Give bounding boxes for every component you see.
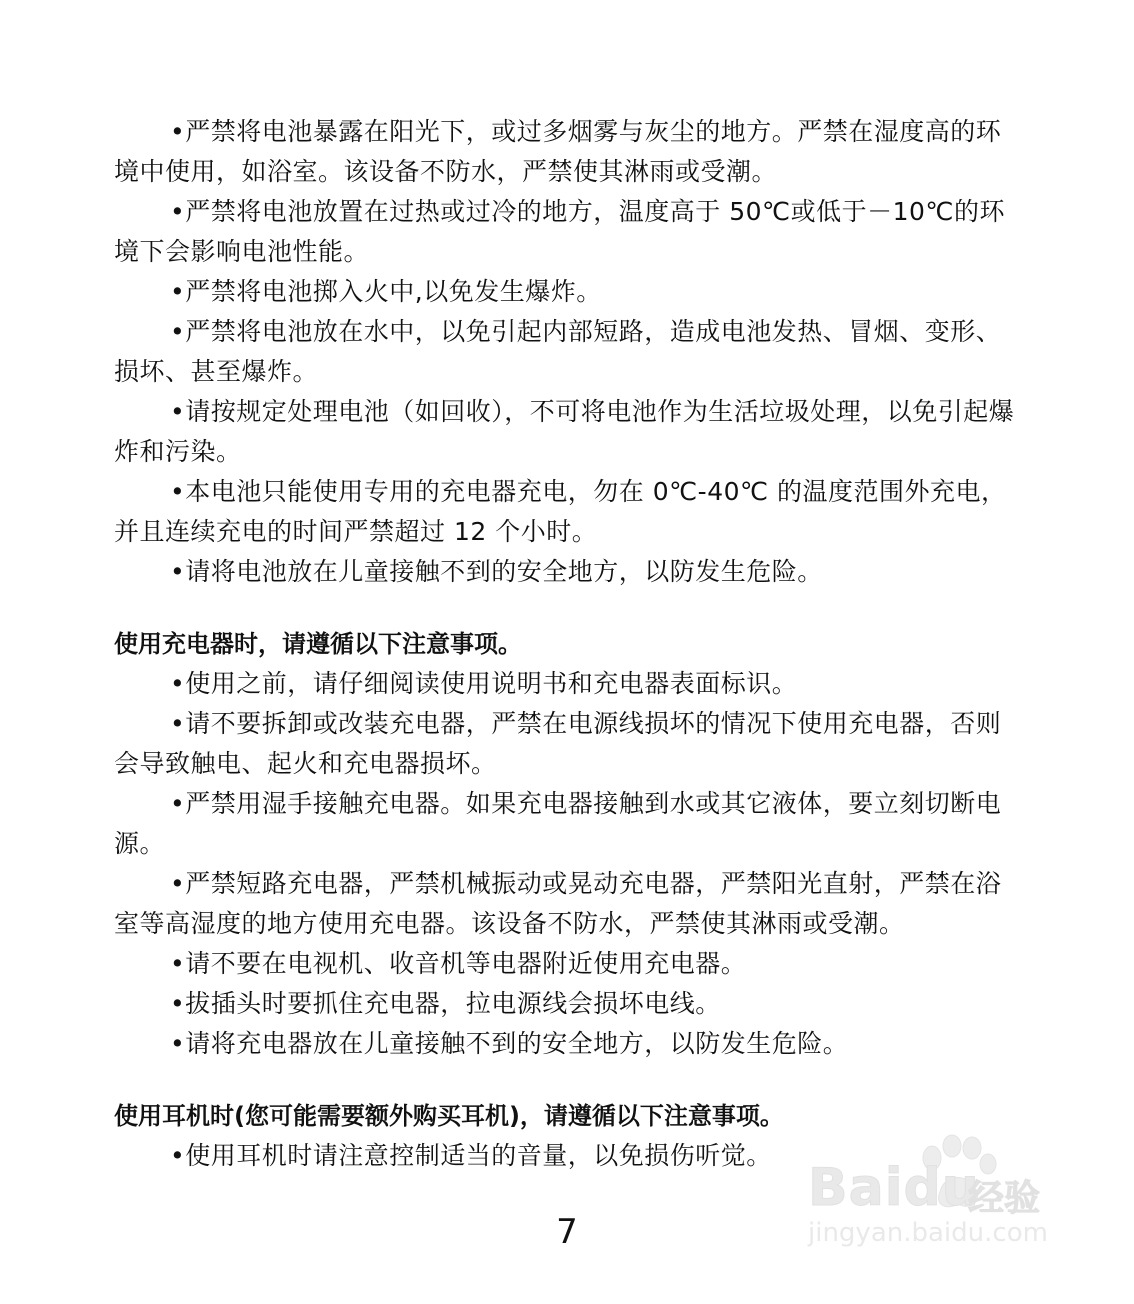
charger-item-2: •请不要拆卸或改装充电器，严禁在电源线损坏的情况下使用充电器，否则会导致触电、起火和充电器损坏。 xyxy=(114,709,1002,778)
charger-item-7: •请将充电器放在儿童接触不到的安全地方，以防发生危险。 xyxy=(170,1029,849,1058)
battery-item-3: •严禁将电池掷入火中,以免发生爆炸。 xyxy=(170,277,602,306)
charger-heading: 使用充电器时，请遵循以下注意事项。 xyxy=(114,630,522,658)
earphone-heading: 使用耳机时(您可能需要额外购买耳机)，请遵循以下注意事项。 xyxy=(114,1102,784,1130)
battery-item-7: •请将电池放在儿童接触不到的安全地方，以防发生危险。 xyxy=(170,557,823,586)
earphone-item-1: •使用耳机时请注意控制适当的音量，以免损伤听觉。 xyxy=(170,1141,772,1170)
baidu-jingyan-watermark xyxy=(800,1130,1090,1260)
section-spacer xyxy=(114,1064,1024,1096)
charger-item-4: •严禁短路充电器，严禁机械振动或晃动充电器，严禁阳光直射，严禁在浴室等高湿度的地方使用充电器。该设备不防水，严禁使其淋雨或受潮。 xyxy=(114,869,1002,938)
battery-item-4: •严禁将电池放在水中，以免引起内部短路，造成电池发热、冒烟、变形、损坏、甚至爆炸。 xyxy=(114,317,1002,386)
battery-item-1: •严禁将电池暴露在阳光下，或过多烟雾与灰尘的地方。严禁在湿度高的环境中使用，如浴室。该设备不防水，严禁使其淋雨或受潮。 xyxy=(114,117,1002,186)
charger-item-5: •请不要在电视机、收音机等电器附近使用充电器。 xyxy=(170,949,747,978)
section-spacer xyxy=(114,592,1024,624)
charger-item-3: •严禁用湿手接触充电器。如果充电器接触到水或其它液体，要立刻切断电源。 xyxy=(114,789,1002,858)
jingyan-text: 经验 xyxy=(968,1178,1041,1219)
charger-item-1: •使用之前，请仔细阅读使用说明书和充电器表面标识。 xyxy=(170,669,798,698)
baidu-logo-text: Baidu xyxy=(808,1158,980,1218)
battery-item-2: •严禁将电池放置在过热或过冷的地方，温度高于 50℃或低于－10℃的环境下会影响电池性能。 xyxy=(114,197,1005,266)
battery-item-5: •请按规定处理电池（如回收），不可将电池作为生活垃圾处理，以免引起爆炸和污染。 xyxy=(114,397,1015,466)
manual-page-content xyxy=(114,112,1024,1176)
charger-item-6: •拔插头时要抓住充电器，拉电源线会损坏电线。 xyxy=(170,989,721,1018)
page-number: 7 xyxy=(556,1212,578,1252)
battery-item-6: •本电池只能使用专用的充电器充电，勿在 0℃-40℃ 的温度范围外充电，并且连续充电的时间严禁超过 12 个小时。 xyxy=(114,477,1007,546)
watermark-url: jingyan.baidu.com xyxy=(808,1218,1048,1248)
